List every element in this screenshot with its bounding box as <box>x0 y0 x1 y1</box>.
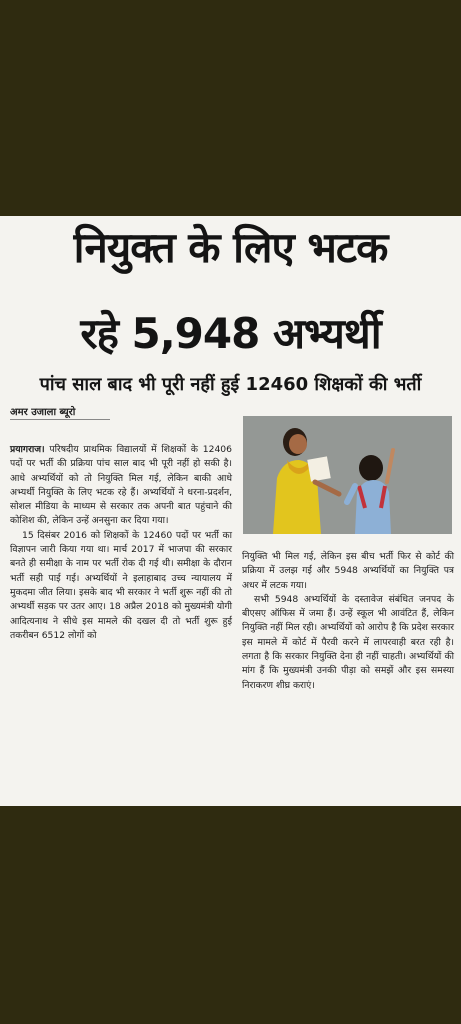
byline-rule <box>10 419 110 420</box>
newspaper-clipping <box>0 216 461 806</box>
classroom-photo <box>243 416 452 534</box>
right-paragraph-2: सभी 5948 अभ्यर्थियों के दस्तावेज संबंधित जनपद के बीएसए ऑफिस में जमा हैं। उन्हें स्कूल भी आवंटित हैं, लेकिन नियुक्ति नहीं मिल रही। अभ्यर्थियों को आरोप है कि प्रदेश सरकार इस मामले में कोर्ट में पैरवी करने में लापरवाही बरत रही है। लगता है कि सरकार नियुक्ति देना ही नहीं चाहती। अभ्यर्थियों की मांग हैं कि मुख्यमंत्री उनकी पीड़ा को समझें और इस समस्या निराकरण शीघ्र कराएं। <box>242 593 454 691</box>
article-column-right <box>242 550 454 693</box>
left-paragraph-2: 15 दिसंबर 2016 को शिक्षकों के 12460 पदों पर भर्ती का विज्ञापन जारी किया गया था। मार्च 2017 में भाजपा की सरकार बनते ही समीक्षा के नाम पर भर्ती रोक दी गई थी। समीक्षा के दौरान भर्ती सही पाई गई। अभ्यर्थियों ने इलाहाबाद उच्च न्यायालय में मुकदमा जीत लिया। इसके बाद भी सरकार ने भर्ती शुरू नहीं की तो अभ्यर्थी सड़क पर उतर आए। 18 अप्रैल 2018 को मुख्यमंत्री योगी आदित्यनाथ ने सीधे इस मामले की दखल दी तो भर्ती शुरू हुई तकरीबन 6512 लोगों को <box>10 529 232 641</box>
bottom-dark-band <box>0 806 461 1024</box>
article-column-left <box>10 443 232 643</box>
dateline: प्रयागराज। <box>10 444 45 455</box>
teacher-student-illustration <box>243 416 452 534</box>
byline: अमर उजाला ब्यूरो <box>10 407 76 418</box>
headline-line-1: नियुक्त के लिए भटक <box>73 223 388 272</box>
left-paragraph-1: परिषदीय प्राथमिक विद्यालयों में शिक्षकों के 12406 पदों पर भर्ती की प्रक्रिया पांच साल बाद भी पूरी नहीं हो सकी है। आधे अभ्यर्थियों को तो नियुक्ति मिल गई, लेकिन बाकी आधे अभ्यर्थी नियुक्ति के लिए भटक रहे हैं। अभ्यर्थियों ने धरना-प्रदर्शन, सोशल मीडिया के माध्यम से सरकार तक अपनी बात पहुंचाने की कोशिश की, लेकिन उन्हें अनसुना कर दिया गया। <box>10 444 233 527</box>
subheadline: पांच साल बाद भी पूरी नहीं हुई 12460 शिक्षकों की भर्ती <box>39 374 422 395</box>
top-dark-band <box>0 0 461 216</box>
right-paragraph-1: नियुक्ति भी मिल गई, लेकिन इस बीच भर्ती फिर से कोर्ट की प्रक्रिया में उलझ गई और 5948 अभ्यर्थियों का नियुक्ति पत्र अधर में लटक गया। <box>242 551 454 591</box>
headline-line-2: रहे 5,948 अभ्यर्थी <box>80 309 381 358</box>
